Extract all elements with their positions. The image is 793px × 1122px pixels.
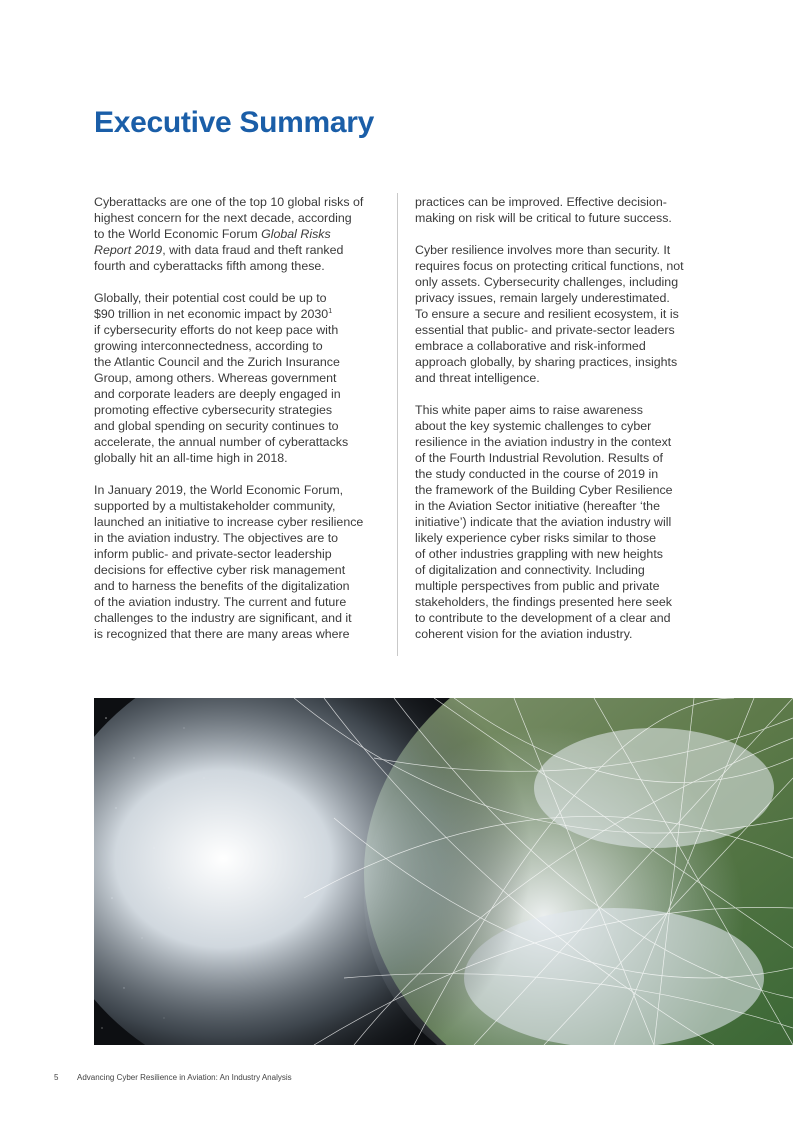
paragraph-text: if cybersecurity efforts do not keep pace with growing interconnectedness, according to the Atlantic Council and the Zurich Insurance Group, among others. Whereas government and corporate leaders are deeply engaged in promoting effective cybersecurity strategies and global spending on security continues to accelerate, the annual number of cyberattacks globally hit an all-time high in 2018. bbox=[94, 323, 349, 465]
page-title: Executive Summary bbox=[94, 106, 375, 139]
right-text-column bbox=[415, 194, 705, 658]
running-footer-title: Advancing Cyber Resilience in Aviation: An Industry Analysis bbox=[77, 1073, 292, 1082]
paragraph-text: , with data fraud and theft ranked fourth and cyberattacks fifth among these. bbox=[94, 243, 344, 273]
paragraph-cyber-resilience: Cyber resilience involves more than security. It requires focus on protecting critical functions, not only assets. Cybersecurity challenges, including privacy issues, remain largely underestimated. To ensure a secure and resilient ecosystem, it is essential that public- and private-sector leaders embrace a collaborative and risk-informed approach globally, by sharing practices, insights and threat intelligence. bbox=[415, 243, 684, 385]
paragraph-text: Cyberattacks are one of the top 10 global risks of highest concern for the next decade, according to the World Economic Forum bbox=[94, 195, 364, 241]
earth-network-illustration bbox=[94, 698, 793, 1045]
paragraph-potential-cost bbox=[94, 290, 384, 466]
paragraph-text: Globally, their potential cost could be up to $90 trillion in net economic impact by 2030 bbox=[94, 291, 329, 321]
paragraph-global-risks bbox=[94, 194, 384, 274]
paragraph-white-paper: This white paper aims to raise awareness about the key systemic challenges to cyber resilience in the aviation industry in the context of the Fourth Industrial Revolution. Results of the study conducted in the course of 2019 in the framework of the Building Cyber Resilience in the Aviation Sector initiative (hereafter ‘the initiative’) indicate that the aviation industry will likely experience cyber risks similar to those of other industries grappling with new heights of digitalization and connectivity. Including multiple perspectives from public and private stakeholders, the findings presented here seek to contribute to the development of a clear and coherent vision for the aviation industry. bbox=[415, 403, 673, 641]
page-number: 5 bbox=[54, 1073, 59, 1082]
column-divider bbox=[397, 193, 398, 656]
paragraph-initiative: In January 2019, the World Economic Forum, supported by a multistakeholder community, launched an initiative to increase cyber resilience in the aviation industry. The objectives are to inform public- and private-sector leadership decisions for effective cyber risk management and to harness the benefits of the digitalization of the aviation industry. The current and future challenges to the industry are significant, and it is recognized that there are many areas where bbox=[94, 483, 364, 641]
paragraph-continuation: practices can be improved. Effective decision- making on risk will be critical to future success. bbox=[415, 195, 672, 225]
report-title-italic: Global Risks Report 2019 bbox=[94, 227, 331, 257]
earth-network-image bbox=[94, 698, 793, 1045]
footnote-ref: 1 bbox=[328, 307, 333, 315]
left-text-column bbox=[94, 194, 384, 658]
